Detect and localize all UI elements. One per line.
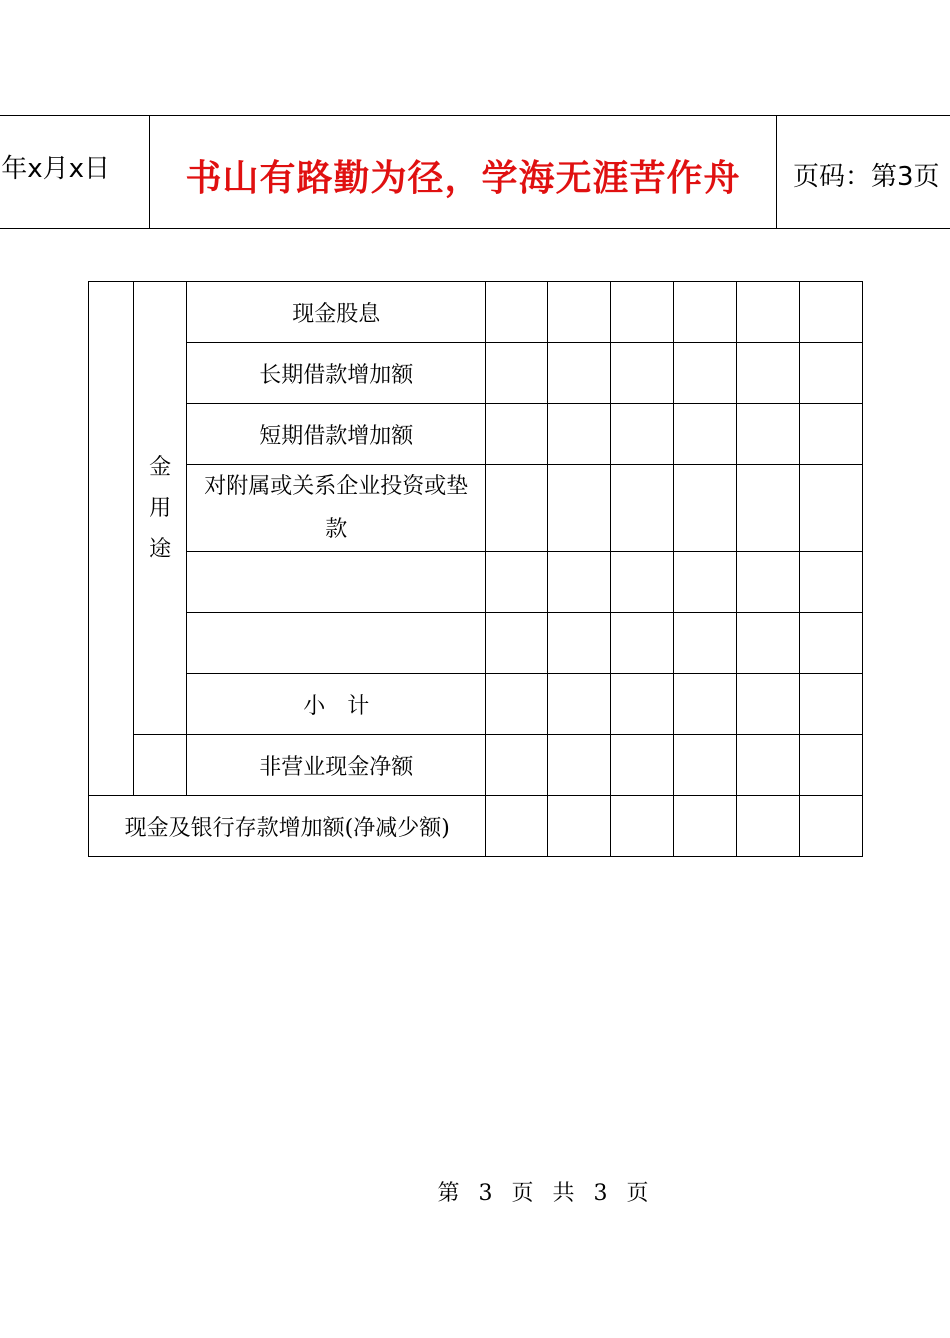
value-cell[interactable] <box>610 735 673 796</box>
value-cell[interactable] <box>673 674 736 735</box>
value-cell[interactable] <box>610 343 673 404</box>
row-label: 现金股息 <box>187 282 486 343</box>
table-row <box>89 796 863 857</box>
table-row <box>89 613 863 674</box>
value-cell[interactable] <box>736 282 799 343</box>
value-cell[interactable] <box>736 343 799 404</box>
value-cell[interactable] <box>610 674 673 735</box>
value-cell[interactable] <box>547 552 610 613</box>
category-cell <box>134 282 187 735</box>
value-cell[interactable] <box>547 735 610 796</box>
value-cell[interactable] <box>799 552 862 613</box>
value-cell[interactable] <box>736 674 799 735</box>
value-cell[interactable] <box>673 552 736 613</box>
row-label: 对附属或关系企业投资或垫 款 <box>187 465 486 552</box>
table-row <box>89 343 863 404</box>
value-cell[interactable] <box>486 796 547 857</box>
cash-flow-table <box>88 281 863 857</box>
value-cell[interactable] <box>673 404 736 465</box>
table-row <box>89 674 863 735</box>
header-date-text: 年x月x日 <box>1 154 110 184</box>
table-row <box>89 404 863 465</box>
category-label: 金 用 途 <box>149 454 172 562</box>
value-cell[interactable] <box>673 796 736 857</box>
row-label: 长期借款增加额 <box>187 343 486 404</box>
value-cell[interactable] <box>736 465 799 552</box>
value-cell[interactable] <box>799 343 862 404</box>
value-cell[interactable] <box>486 343 547 404</box>
page-footer: 第 3 页 共 3 页 <box>437 1181 655 1206</box>
table-row <box>89 552 863 613</box>
value-cell[interactable] <box>610 282 673 343</box>
value-cell[interactable] <box>736 735 799 796</box>
value-cell[interactable] <box>610 552 673 613</box>
outer-category-cell <box>89 282 134 796</box>
empty-category-cell <box>134 735 187 796</box>
row-label-total: 现金及银行存款增加额(净减少额) <box>89 796 486 857</box>
value-cell[interactable] <box>736 613 799 674</box>
value-cell[interactable] <box>610 404 673 465</box>
header-top-rule <box>0 115 950 116</box>
value-cell[interactable] <box>547 404 610 465</box>
value-cell[interactable] <box>610 613 673 674</box>
value-cell[interactable] <box>799 613 862 674</box>
header-bottom-rule <box>0 228 950 229</box>
value-cell[interactable] <box>547 465 610 552</box>
value-cell[interactable] <box>547 282 610 343</box>
value-cell[interactable] <box>486 735 547 796</box>
value-cell[interactable] <box>610 465 673 552</box>
header-motto: 书山有路勤为径，学海无涯苦作舟 <box>185 157 741 199</box>
value-cell[interactable] <box>673 465 736 552</box>
value-cell[interactable] <box>673 735 736 796</box>
value-cell[interactable] <box>736 796 799 857</box>
row-label-non-operating: 非营业现金净额 <box>187 735 486 796</box>
value-cell[interactable] <box>736 552 799 613</box>
header-page-number: 页码：第3页 <box>793 162 940 192</box>
header-divider-right <box>776 115 777 228</box>
value-cell[interactable] <box>547 674 610 735</box>
table-row <box>89 282 863 343</box>
value-cell[interactable] <box>736 404 799 465</box>
value-cell[interactable] <box>799 674 862 735</box>
value-cell[interactable] <box>673 343 736 404</box>
value-cell[interactable] <box>486 674 547 735</box>
value-cell[interactable] <box>799 282 862 343</box>
value-cell[interactable] <box>799 465 862 552</box>
table-row <box>89 735 863 796</box>
value-cell[interactable] <box>547 613 610 674</box>
table-row <box>89 465 863 552</box>
value-cell[interactable] <box>486 404 547 465</box>
value-cell[interactable] <box>486 465 547 552</box>
row-label <box>187 552 486 613</box>
value-cell[interactable] <box>486 552 547 613</box>
value-cell[interactable] <box>673 613 736 674</box>
row-label <box>187 613 486 674</box>
value-cell[interactable] <box>486 613 547 674</box>
value-cell[interactable] <box>673 282 736 343</box>
value-cell[interactable] <box>547 343 610 404</box>
value-cell[interactable] <box>799 796 862 857</box>
row-label-subtotal: 小 计 <box>187 674 486 735</box>
value-cell[interactable] <box>547 796 610 857</box>
row-label: 短期借款增加额 <box>187 404 486 465</box>
value-cell[interactable] <box>799 735 862 796</box>
value-cell[interactable] <box>610 796 673 857</box>
header-date <box>0 148 148 188</box>
value-cell[interactable] <box>486 282 547 343</box>
value-cell[interactable] <box>799 404 862 465</box>
